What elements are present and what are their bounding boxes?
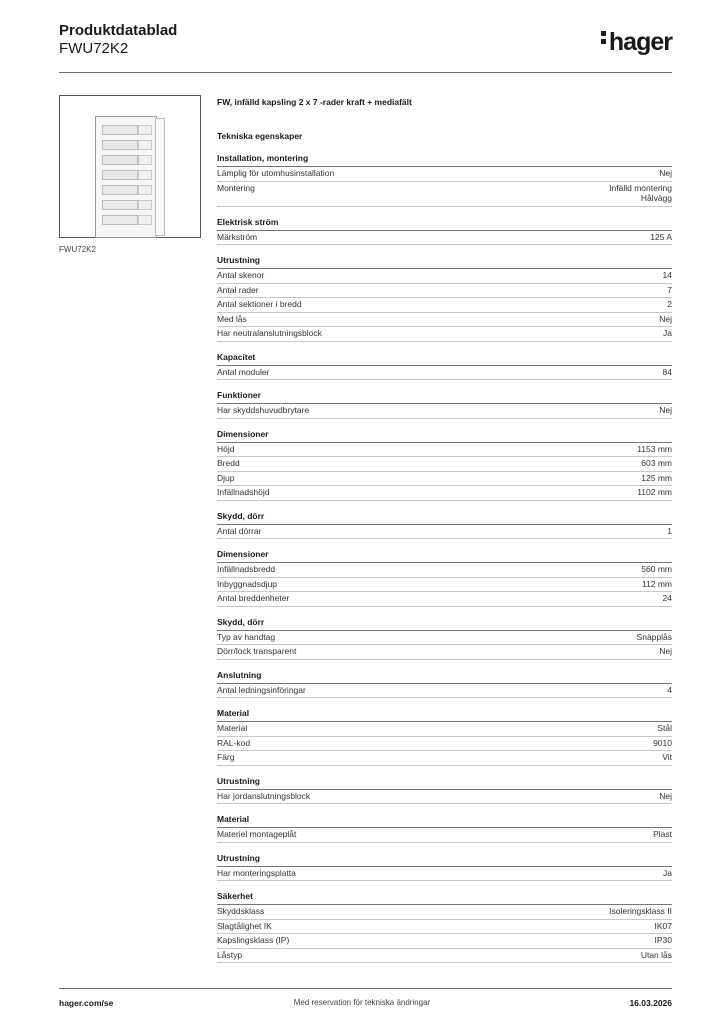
cabinet-illustration (95, 116, 157, 238)
spec-row-label: Har neutralanslutningsblock (217, 328, 322, 338)
cabinet-media-slot (138, 215, 152, 225)
spec-row-label: Antal skenor (217, 270, 265, 280)
spec-row-value: IP30 (654, 935, 672, 945)
logo-mark-icon (601, 28, 607, 47)
spec-row (217, 592, 672, 607)
spec-row-value: 14 (662, 270, 672, 280)
spec-row-label: Antal ledningsinföringar (217, 684, 306, 695)
header (59, 22, 177, 58)
spec-row-value: 2 (667, 299, 672, 309)
spec-row-value: Plast (653, 829, 672, 839)
spec-group-title: Kapacitet (217, 352, 672, 366)
spec-row-value: 560 mm (641, 564, 672, 574)
product-code: FWU72K2 (59, 40, 129, 57)
spec-row-label: Antal breddenheter (217, 593, 290, 603)
spec-group (217, 390, 672, 419)
spec-row (217, 404, 672, 419)
spec-group-title: Anslutning (217, 670, 672, 684)
spec-group-title: Utrustning (217, 255, 672, 269)
spec-row-value: 9010 (653, 737, 672, 748)
spec-row-value: Snäpplås (636, 631, 672, 642)
spec-row-label: Dörr/lock transparent (217, 646, 297, 656)
cabinet-media-slot (138, 125, 152, 135)
spec-group-title: Utrustning (217, 853, 672, 867)
spec-row (217, 645, 672, 660)
spec-row-label: Har skyddshuvudbrytare (217, 405, 310, 415)
spec-group (217, 814, 672, 843)
spec-row (217, 327, 672, 342)
spec-row-label: Material (217, 723, 248, 733)
spec-row-label: Skyddsklass (217, 906, 265, 916)
spec-row-label: Infällnadshöjd (217, 487, 270, 497)
spec-group (217, 708, 672, 766)
spec-group-title: Dimensioner (217, 429, 672, 443)
spec-row (217, 949, 672, 964)
footer-divider (59, 988, 672, 989)
spec-group (217, 352, 672, 381)
spec-group (217, 429, 672, 501)
spec-row-value: 24 (662, 593, 672, 603)
spec-row-label: Typ av handtag (217, 631, 276, 642)
spec-group-title: Elektrisk ström (217, 217, 672, 231)
spec-row-label: Låstyp (217, 949, 243, 960)
spec-group (217, 549, 672, 607)
spec-row (217, 790, 672, 805)
spec-row-label: Har monteringsplatta (217, 867, 296, 878)
cabinet-rail (102, 125, 138, 135)
spec-row (217, 578, 672, 593)
spec-row-value: 7 (667, 284, 672, 295)
cabinet-rail (102, 170, 138, 180)
cabinet-rail (102, 185, 138, 195)
spec-row-label: Antal sektioner i bredd (217, 299, 302, 309)
spec-row-value: Nej (659, 790, 672, 801)
spec-subtitle: Tekniska egenskaper (217, 131, 303, 141)
footer-disclaimer: Med reservation för tekniska ändringar (293, 998, 431, 1007)
product-image-caption: FWU72K2 (59, 245, 96, 254)
spec-row-label: Lämplig för utomhusinstallation (217, 168, 335, 178)
spec-row (217, 905, 672, 920)
spec-row-value: Nej (659, 405, 672, 415)
spec-row-label: Antal moduler (217, 366, 270, 377)
spec-group (217, 891, 672, 963)
spec-group-title: Utrustning (217, 776, 672, 790)
spec-row (217, 563, 672, 578)
spec-group-title: Dimensioner (217, 549, 672, 563)
spec-row (217, 920, 672, 935)
spec-row-label: Märkström (217, 231, 258, 242)
spec-row-label: Inbyggnadsdjup (217, 578, 278, 589)
cabinet-rail (102, 200, 138, 210)
spec-group (217, 217, 672, 246)
spec-group-title: Funktioner (217, 390, 672, 404)
spec-row-value: Utan lås (640, 949, 672, 960)
spec-group (217, 255, 672, 342)
spec-row (217, 751, 672, 766)
logo-text: hager (608, 28, 672, 56)
spec-row-value: 112 mm (641, 578, 672, 589)
document-title: Produktdatablad (59, 22, 178, 39)
spec-row-value: Nej (659, 168, 672, 178)
spec-row-value: 4 (667, 684, 672, 695)
cabinet-rail (102, 155, 138, 165)
spec-row-value: 1153 mm (637, 443, 672, 454)
spec-row-label: Antal rader (217, 284, 259, 295)
spec-row-value: Isoleringsklass II (609, 906, 672, 916)
spec-row-label: Bredd (217, 458, 240, 468)
spec-row-value: 1 (667, 525, 672, 536)
product-image (59, 95, 201, 238)
spec-row-label: Färg (217, 752, 235, 762)
spec-row (217, 867, 672, 882)
spec-row-value: Nej (659, 646, 672, 656)
spec-group (217, 511, 672, 540)
cabinet-media-slot (138, 155, 152, 165)
spec-row (217, 525, 672, 540)
cabinet-media-slot (138, 185, 152, 195)
cabinet-door (155, 118, 165, 236)
spec-row-label: Kapslingsklass (IP) (217, 935, 290, 945)
spec-row (217, 472, 672, 487)
spec-row-value: 603 mm (641, 458, 672, 468)
spec-row (217, 934, 672, 949)
cabinet-media-slot (138, 170, 152, 180)
spec-row (217, 231, 672, 246)
hager-logo (601, 28, 672, 57)
spec-row (217, 737, 672, 752)
spec-row-value: 125 A (650, 231, 672, 242)
spec-group-title: Installation, montering (217, 153, 672, 167)
spec-row-label: Med lås (217, 313, 247, 324)
spec-group (217, 670, 672, 699)
spec-row (217, 722, 672, 737)
spec-row-value: Infälld montering Hålvägg (609, 182, 672, 203)
spec-row (217, 366, 672, 381)
spec-sheet (217, 97, 672, 973)
footer-website: hager.com/se (59, 998, 114, 1008)
spec-row (217, 457, 672, 472)
spec-row (217, 486, 672, 501)
cabinet-rail (102, 215, 138, 225)
spec-row (217, 298, 672, 313)
spec-row (217, 443, 672, 458)
spec-row-value: Ja (663, 867, 672, 878)
spec-row (217, 167, 672, 182)
cabinet-rail (102, 140, 138, 150)
spec-row (217, 313, 672, 328)
spec-group (217, 617, 672, 660)
spec-row-value: Stål (657, 723, 672, 733)
spec-row (217, 182, 672, 207)
spec-row-value: 84 (662, 366, 672, 377)
spec-row-label: Antal dörrar (217, 525, 262, 536)
spec-row (217, 284, 672, 299)
spec-row-label: Materiel montageplåt (217, 829, 297, 839)
spec-row-label: Montering (217, 182, 255, 193)
spec-row (217, 684, 672, 699)
spec-row-value: Ja (663, 328, 672, 338)
spec-row-label: Slagtålighet IK (217, 920, 272, 931)
spec-group-title: Material (217, 814, 672, 828)
spec-row-value: IK07 (654, 920, 672, 931)
cabinet-media-slot (138, 140, 152, 150)
spec-row (217, 631, 672, 646)
spec-row-value: Nej (659, 313, 672, 324)
spec-group (217, 853, 672, 882)
spec-row-label: Djup (217, 472, 235, 483)
spec-row-label: Höjd (217, 443, 235, 454)
spec-group (217, 776, 672, 805)
spec-group-title: Skydd, dörr (217, 511, 672, 525)
spec-groups (217, 153, 672, 963)
cabinet-media-slot (138, 200, 152, 210)
header-divider (59, 72, 672, 73)
spec-row (217, 269, 672, 284)
spec-title: FW, infälld kapsling 2 x 7 -rader kraft + mediafält (217, 97, 412, 107)
footer-date: 16.03.2026 (629, 998, 672, 1008)
spec-row-value: 125 mm (641, 472, 672, 483)
spec-group-title: Material (217, 708, 672, 722)
spec-group-title: Skydd, dörr (217, 617, 672, 631)
spec-row-label: Infällnadsbredd (217, 564, 276, 574)
spec-group-title: Säkerhet (217, 891, 672, 905)
spec-row-label: RAL-kod (217, 737, 251, 748)
spec-row-value: Vit (662, 752, 672, 762)
spec-row-label: Har jordanslutningsblock (217, 790, 311, 801)
spec-row (217, 828, 672, 843)
spec-row-value: 1102 mm (637, 487, 672, 497)
spec-group (217, 153, 672, 207)
